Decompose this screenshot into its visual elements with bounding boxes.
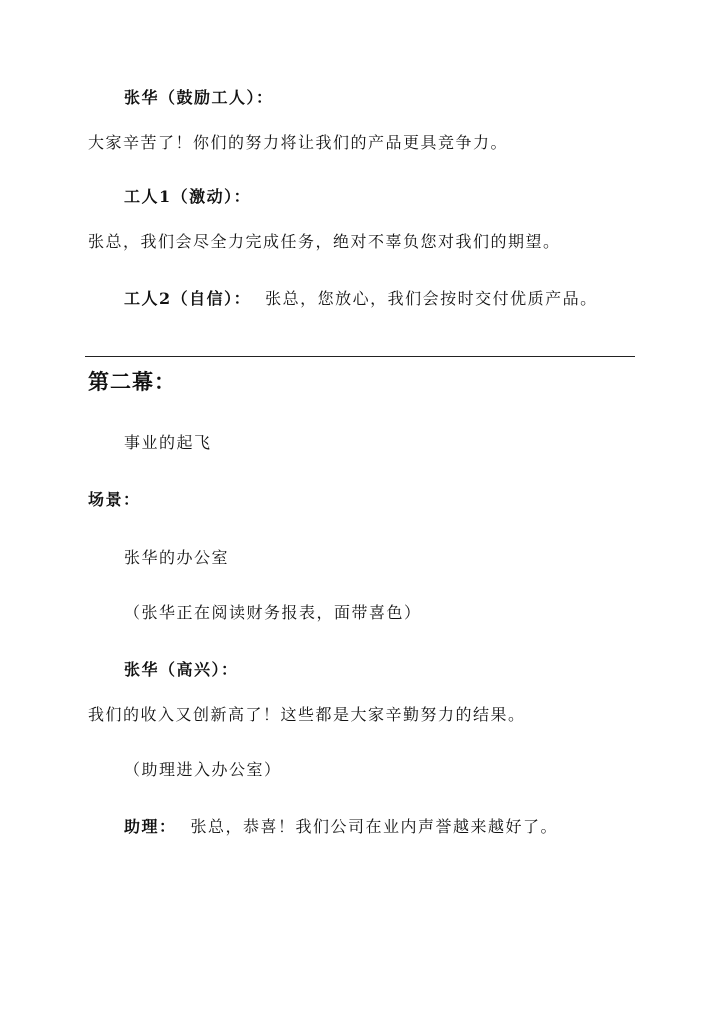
act-title: 第二幕：	[88, 369, 176, 394]
worker2-dialogue	[124, 289, 598, 309]
stage-direction: （助理进入办公室）	[124, 760, 282, 779]
stage-direction: （张华正在阅读财务报表，面带喜色）	[124, 603, 422, 622]
speaker-worker1: 工人1（激动）：	[124, 187, 252, 206]
act-divider	[85, 356, 635, 357]
speaker-worker2: 工人2（自信）：	[124, 289, 252, 308]
scene-label: 场景：	[88, 490, 141, 509]
scene-location: 张华的办公室	[124, 548, 230, 567]
dialogue-line: 张总，我们会尽全力完成任务，绝对不辜负您对我们的期望。	[88, 232, 561, 251]
speaker-zhanghua-encourage: 张华（鼓励工人）：	[124, 88, 274, 107]
dialogue-line: 张总，您放心，我们会按时交付优质产品。	[265, 289, 598, 308]
dialogue-line: 大家辛苦了！你们的努力将让我们的产品更具竞争力。	[88, 133, 509, 152]
assistant-dialogue	[124, 817, 558, 837]
speaker-zhanghua-happy: 张华（高兴）：	[124, 660, 239, 679]
dialogue-line: 我们的收入又创新高了！这些都是大家辛勤努力的结果。	[88, 705, 526, 724]
speaker-assistant: 助理：	[124, 817, 177, 836]
dialogue-line: 张总，恭喜！我们公司在业内声誉越来越好了。	[190, 817, 559, 836]
act-subtitle: 事业的起飞	[124, 433, 212, 452]
